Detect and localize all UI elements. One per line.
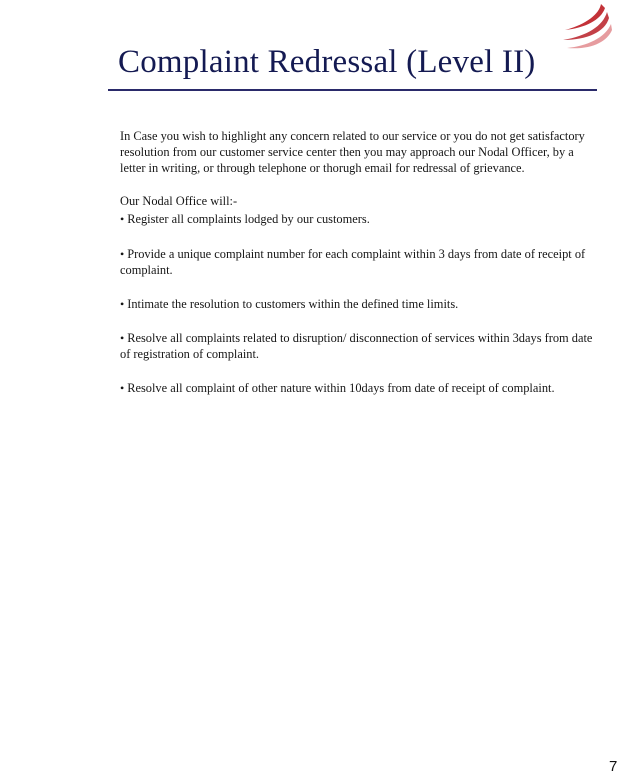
- nodal-office-heading: Our Nodal Office will:-: [120, 194, 238, 208]
- page-title: Complaint Redressal (Level II): [118, 44, 536, 80]
- list-item: [120, 246, 600, 278]
- list-item-text: Resolve all complaints related to disruption/ disconnection of services within 3days from date of registration of complaint.: [120, 331, 593, 361]
- bullet-icon: •: [120, 212, 125, 226]
- nodal-duties-list: [120, 211, 600, 396]
- intro-paragraph: In Case you wish to highlight any concern related to our service or you do not get satisfactory resolution from our customer service center then you may approach our Nodal Officer, by a letter in writing, or through telephone or thorugh email for redressal of grievance.: [120, 129, 585, 175]
- list-item-text: Intimate the resolution to customers within the defined time limits.: [127, 297, 459, 311]
- title-divider: [108, 89, 597, 91]
- bullet-icon: •: [120, 297, 125, 311]
- list-item: [120, 296, 600, 312]
- list-item: [120, 211, 600, 227]
- list-item: [120, 330, 600, 362]
- list-item-text: Resolve all complaint of other nature within 10days from date of receipt of complaint.: [127, 381, 555, 395]
- list-item-text: Register all complaints lodged by our customers.: [127, 212, 370, 226]
- document-body: [120, 128, 600, 414]
- swoosh-logo-icon: [553, 0, 615, 56]
- list-item-text: Provide a unique complaint number for each complaint within 3 days from date of receipt of complaint.: [120, 247, 586, 277]
- page-number: 7: [609, 758, 618, 775]
- bullet-icon: •: [120, 247, 125, 261]
- list-item: [120, 380, 600, 396]
- bullet-icon: •: [120, 381, 125, 395]
- bullet-icon: •: [120, 331, 125, 345]
